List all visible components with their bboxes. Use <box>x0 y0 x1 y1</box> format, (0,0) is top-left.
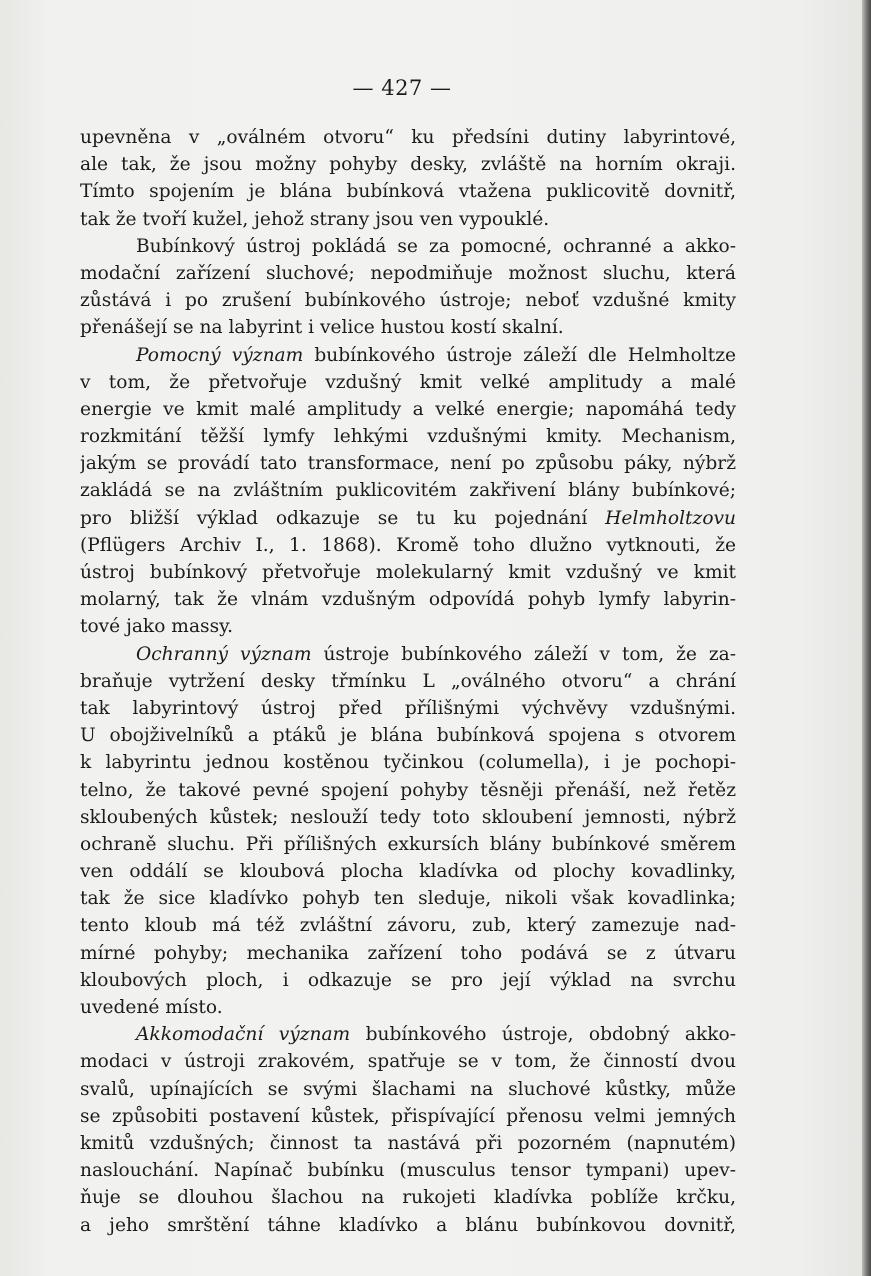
text-line: skloubených kůstek; neslouží tedy toto skloubení jemnosti, nýbrž <box>80 806 736 828</box>
paragraph-start-line: Akkomodační význam bubínkového ústroje, obdobný akko- <box>136 1024 736 1046</box>
page-number: — 427 — <box>352 76 452 100</box>
text-line: tové jako massy. <box>80 616 234 638</box>
text-line: U obojživelníků a ptáků je blána bubínková spojena s otvorem <box>80 725 736 747</box>
paragraph-start-line: Ochranný význam ústroje bubínkového záleží v tom, že za- <box>136 643 736 665</box>
body-text <box>80 124 736 1239</box>
text-line: rozkmitání těžší lymfy lehkými vzdušnými kmity. Mechanism, <box>80 426 736 448</box>
text-line: tak že sice kladívko pohyb ten sleduje, nikoli však kovadlinka; <box>80 888 736 910</box>
text-line: modaci v ústroji zrakovém, spatřuje se v tom, že činností dvou <box>80 1051 736 1073</box>
paragraph-start-line: Bubínkový ústroj pokládá se za pomocné, ochranné a akko- <box>136 235 736 257</box>
text-line: uvedené místo. <box>80 997 223 1018</box>
text-line: svalů, upínajících se svými šlachami na sluchové kůstky, může <box>80 1078 736 1100</box>
text-line: energie ve kmit malé amplitudy a velké energie; napomáhá tedy <box>80 398 736 420</box>
text-line: přenášejí se na labyrint i velice hustou kostí skalní. <box>80 317 564 339</box>
text-line: k labyrintu jednou kostěnou tyčinkou (columella), i je pochopi- <box>80 752 736 774</box>
text-line: mírné pohyby; mechanika zařízení toho podává se z útvaru <box>80 942 736 964</box>
text-line: tak že tvoří kužel, jehož strany jsou ven vypouklé. <box>80 208 550 230</box>
text-line: ale tak, že jsou možny pohyby desky, zvláště na horním okraji. <box>80 154 736 176</box>
text-line: a jeho smrštění táhne kladívko a blánu bubínkovou dovnitř, <box>80 1214 736 1236</box>
text-line: v tom, že přetvořuje vzdušný kmit velké amplitudy a malé <box>80 371 736 393</box>
page-edge-shadow <box>862 0 871 1276</box>
text-line: ochraně sluchu. Při přílišných exkursích blány bubínkové směrem <box>80 833 736 855</box>
text-line: pro bližší výklad odkazuje se tu ku pojednání Helmholtzovu <box>80 507 736 529</box>
italic-heading-ochranny: Ochranný význam <box>136 643 312 665</box>
italic-heading-pomocny: Pomocný význam <box>136 344 304 366</box>
text-line: (Pflügers Archiv I., 1. 1868). Kromě toho dlužno vytknouti, že <box>80 534 736 556</box>
text-line: kmitů vzdušných; činnost ta nastává při pozorném (napnutém) <box>80 1132 736 1154</box>
text-line: tak labyrintový ústroj před přílišnými výchvěvy vzdušnými. <box>80 697 736 719</box>
text-line: ven oddálí se kloubová plocha kladívka od plochy kovadlinky, <box>80 861 736 883</box>
text-line: naslouchání. Napínač bubínku (musculus tensor tympani) upev- <box>80 1160 736 1182</box>
text-line: braňuje vytržení desky třmínku L „oválného otvoru“ a chrání <box>80 670 736 692</box>
text-line: telno, že takové pevné spojení pohyby těsněji přenáší, než řetěz <box>80 779 736 801</box>
text-line: jakým se provádí tato transformace, není po způsobu páky, nýbrž <box>80 453 736 475</box>
text-line: zakládá se na zvláštním puklicovitém zakřivení blány bubínkové; <box>80 480 736 502</box>
text-line: ňuje se dlouhou šlachou na rukojeti kladívka poblíže krčku, <box>80 1187 736 1209</box>
text-line: ústroj bubínkový přetvořuje molekularný kmit vzdušný ve kmit <box>80 562 736 583</box>
text-line: Tímto spojením je blána bubínková vtažena puklicovitě dovnitř, <box>80 181 736 203</box>
italic-author-reference: Helmholtzovu <box>605 507 736 529</box>
text-line: se způsobiti postavení kůstek, přispívající přenosu velmi jemných <box>80 1105 736 1127</box>
text-line: kloubových ploch, i odkazuje se pro její výklad na svrchu <box>80 969 736 991</box>
text-line: upevněna v „oválném otvoru“ ku předsíni dutiny labyrintové, <box>80 127 736 148</box>
text-line: molarný, tak že vlnám vzdušným odpovídá pohyb lymfy labyrin- <box>80 589 736 611</box>
text-line: tento kloub má též zvláštní závoru, zub, který zamezuje nad- <box>80 915 736 937</box>
text-line: modační zařízení sluchové; nepodmiňuje možnost sluchu, která <box>80 262 736 284</box>
text-line: zůstává i po zrušení bubínkového ústroje; neboť vzdušné kmity <box>80 290 736 312</box>
italic-heading-akkomodacni: Akkomodační význam <box>136 1024 351 1046</box>
paragraph-start-line: Pomocný význam bubínkového ústroje záleží dle Helmholtze <box>136 344 736 366</box>
